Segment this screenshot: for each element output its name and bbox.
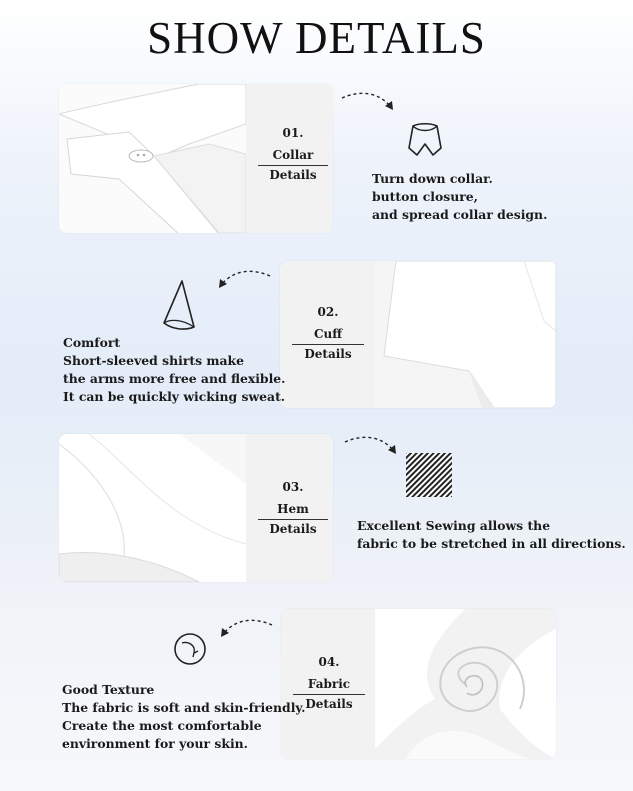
fabric-description: Good Texture The fabric is soft and skin-friendly. Create the most comfortable environment for your skin. [62,682,306,751]
dashed-arrow-icon [343,432,403,458]
section-subtitle: Details [304,347,352,361]
fabric-card [281,609,556,759]
cuff-photo [374,261,556,408]
collar-icon [405,122,445,158]
dashed-arrow-icon [212,266,272,292]
cuff-label [292,303,364,363]
fabric-photo [375,609,556,759]
hem-description: Excellent Sewing allows the fabric to be stretched in all directions. [357,518,626,551]
hem-card [59,434,333,582]
section-subtitle: Details [269,522,317,536]
section-subtitle: Details [305,697,353,711]
section-number: 02. [317,305,339,319]
texture-swirl-icon [172,631,208,667]
section-number: 03. [282,480,304,494]
section-number: 04. [318,655,340,669]
collar-label [258,124,328,184]
collar-description: Turn down collar. button closure, and spread collar design. [372,171,548,222]
stretch-fabric-icon [405,452,453,498]
hem-photo [59,434,246,582]
cuff-card [280,261,556,408]
section-title: Hem [258,500,328,520]
section-title: Fabric [293,675,365,695]
section-subtitle: Details [269,168,317,182]
section-title: Cuff [292,325,364,345]
cuff-description: Comfort Short-sleeved shirts make the arms more free and flexible. It can be quickly wicking sweat. [63,335,286,404]
section-number: 01. [282,126,304,140]
dashed-arrow-icon [340,88,400,114]
page-title: SHOW DETAILS [147,13,486,63]
section-title: Collar [258,146,328,166]
collar-photo [59,84,246,233]
cuff-icon [160,279,200,335]
collar-card [59,84,333,233]
hem-label [258,478,328,538]
dashed-arrow-icon [214,615,274,641]
